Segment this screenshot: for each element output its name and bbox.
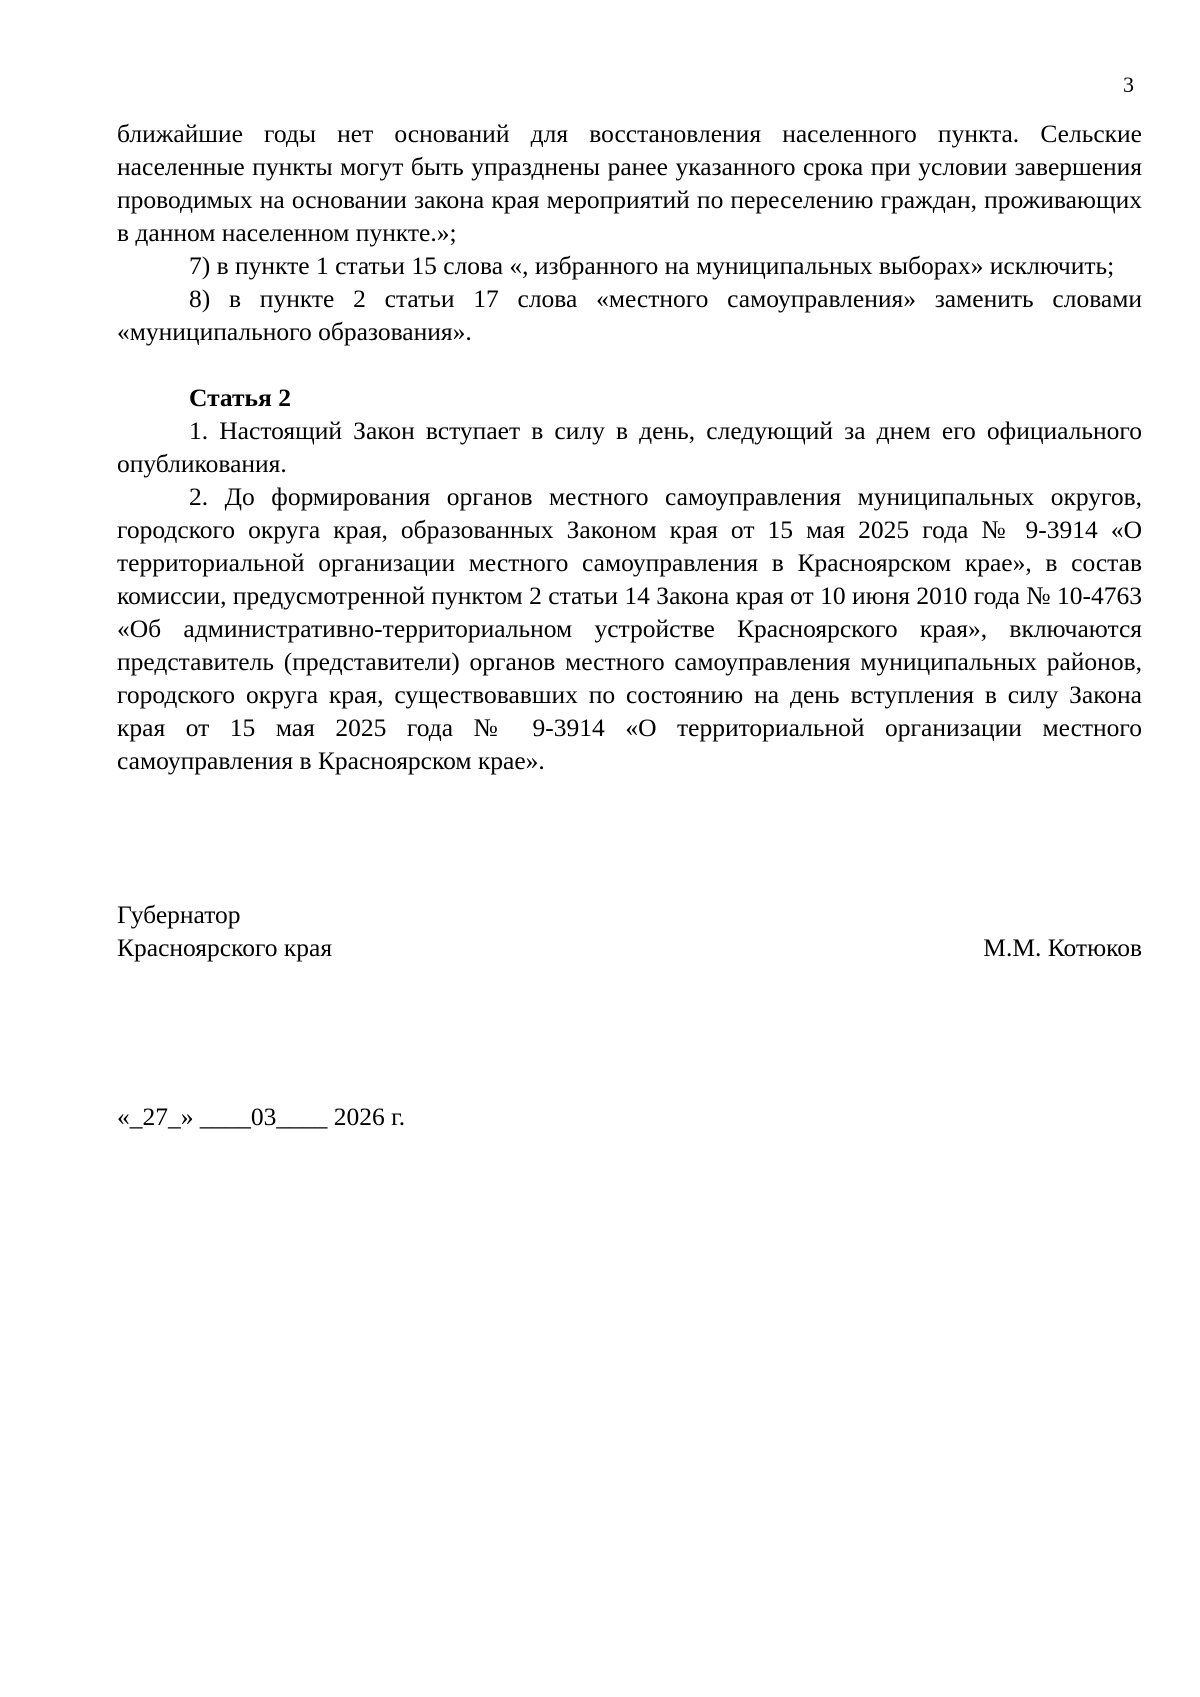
paragraph-item-8: 8) в пункте 2 статьи 17 слова «местного самоуправления» заменить словами «муниципального образования». (117, 284, 1142, 346)
signing-date: «_27_» ____03____ 2026 г. (117, 1102, 406, 1131)
paragraph-item-7: 7) в пункте 1 статьи 15 слова «, избранного на муниципальных выборах» исключить; (189, 251, 1115, 280)
article-heading: Статья 2 (189, 383, 291, 412)
signatory-title-line2: Красноярского края (117, 933, 333, 962)
signature-block (117, 898, 1142, 964)
document-body (117, 117, 1142, 777)
article-item-2: 2. До формирования органов местного самоуправления муниципальных округов, городского округа края, образованных Законом края от 15 мая 2025 года № 9-3914 «О территориальной организации местного самоуправления в Красноярском крае», в состав комиссии, предусмотренной пунктом 2 статьи 14 Закона края от 10 июня 2010 года № 10-4763 «Об административно-территориальном устройстве Красноярского края», включаются представитель (представители) органов местного самоуправления муниципальных районов, городского округа края, существовавших по состоянию на день вступления в силу Закона края от 15 мая 2025 года № 9-3914 «О территориальной организации местного самоуправления в Красноярском крае». (117, 482, 1142, 775)
signatory-name: М.М. Котюков (983, 933, 1142, 962)
paragraph-continuation: ближайшие годы нет оснований для восстановления населенного пункта. Сельские населенные пункты могут быть упразднены ранее указанного срока при условии завершения проводимых на основании закона края мероприятий по переселению граждан, проживающих в данном населенном пункте.»; (117, 119, 1142, 247)
page-number: 3 (1123, 72, 1134, 97)
signatory-title-line1: Губернатор (117, 900, 241, 929)
article-item-1: 1. Настоящий Закон вступает в силу в день, следующий за днем его официального опубликования. (117, 416, 1142, 478)
